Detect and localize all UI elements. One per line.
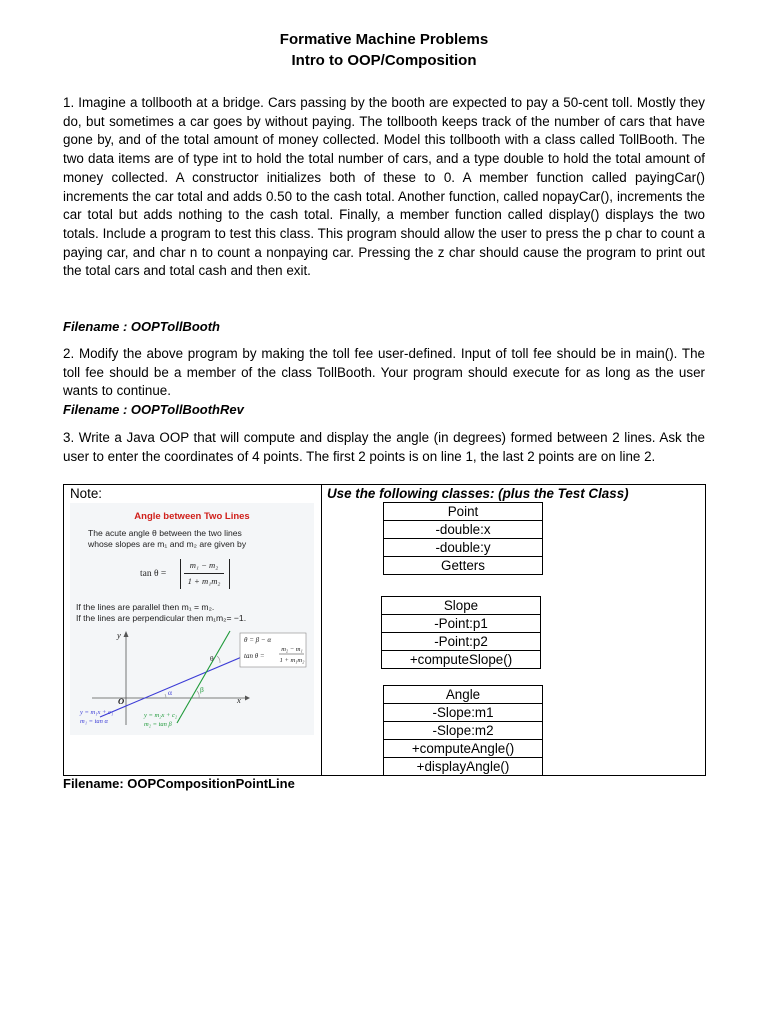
beta-label: β: [200, 685, 204, 694]
figure-perpendicular: If the lines are perpendicular then m₁m₂= −1.: [76, 613, 247, 623]
uml-member: -Slope:m2: [384, 722, 543, 740]
problem-2-text: 2. Modify the above program by making the toll fee user-defined. Input of toll fee should be in main(). The toll fee should be a member of the class TollBooth. Your program should execute for as long as the user wants to continue.: [63, 346, 705, 399]
uml-member: Getters: [384, 557, 543, 575]
box-tan-lhs: tan θ =: [244, 652, 265, 660]
page-title: Formative Machine Problems: [279, 31, 489, 48]
uml-angle-class: [383, 685, 543, 776]
y-axis-arrow: [124, 631, 129, 637]
alpha-label: α: [168, 688, 172, 697]
uml-member: -double:x: [384, 521, 543, 539]
page-subtitle: Intro to OOP/Composition: [291, 52, 477, 69]
box-denominator: 1 + m₁m₂: [279, 657, 305, 664]
formula-lhs: tan θ =: [140, 569, 167, 579]
uml-member: +computeSlope(): [382, 651, 541, 669]
box-numerator: m₂ − m₁: [281, 646, 303, 653]
x-axis-arrow: [245, 696, 250, 701]
formula-bar: [184, 573, 224, 574]
line-1-slope: m₁ = tan α: [80, 718, 108, 725]
formula-denominator: 1 + m₁m₂: [187, 576, 221, 586]
uml-slope-class: [381, 596, 541, 669]
line-2: [177, 631, 230, 723]
axis-x-label: x: [237, 695, 241, 705]
axis-y-label: y: [117, 630, 121, 640]
uml-member: -Point:p1: [382, 615, 541, 633]
uml-member: -Slope:m1: [384, 704, 543, 722]
problem-2-filename: Filename : OOPTollBoothRev: [63, 402, 244, 417]
uml-class-name: Point: [384, 503, 543, 521]
figure-intro-1: The acute angle θ between the two lines: [88, 528, 242, 538]
uml-class-name: Slope: [382, 597, 541, 615]
classes-title: Use the following classes: (plus the Test Class): [327, 486, 629, 501]
problem-1-filename: Filename : OOPTollBooth: [63, 319, 220, 334]
uml-member: -double:y: [384, 539, 543, 557]
note-label: Note:: [70, 486, 103, 501]
uml-member: -Point:p2: [382, 633, 541, 651]
line-2-equation: y = m₂x + c₂: [144, 712, 178, 719]
figure-intro-2: whose slopes are m₁ and m₂ are given by: [88, 539, 247, 549]
uml-point-class: [383, 502, 543, 575]
beta-arc: [197, 691, 199, 698]
uml-member: +computeAngle(): [384, 740, 543, 758]
uml-member: +displayAngle(): [384, 758, 543, 776]
formula-numerator: m₁ − m₂: [189, 560, 219, 570]
problem-3-filename: Filename: OOPCompositionPointLine: [63, 776, 295, 791]
theta-label: θ: [210, 654, 214, 663]
uml-class-name: Angle: [384, 686, 543, 704]
box-theta-def: θ = β − α: [244, 636, 272, 644]
origin-label: O: [118, 696, 125, 706]
problem-1-text: 1. Imagine a tollbooth at a bridge. Cars passing by the booth are expected to pay a 50-cent toll. Mostly they do, but sometimes a car goes by without paying. The tollbooth keeps track of the number of cars that have gone by, and of the total amount of money collected. Model this tollbooth with a class called TollBooth. The two data items are of type int to hold the total number of cars, and a type double to hold the total amount of money collected. A constructor initializes both of these to 0. A member function called payingCar() increments the car total and adds 0.50 to the cash total. Another function, called nopayCar(), increments the car total but adds nothing to the cash total. Finally, a member function called display() displays the two totals. Include a program to test this class. This program should allow the user to press the p char to count a paying car, and char n to count a nonpaying car. Pressing the z char should cause the program to print out the total cars and total cash and then exit.: [63, 95, 705, 279]
line-1-equation: y = m₁x + c₁: [80, 709, 114, 716]
figure-title: Angle between Two Lines: [134, 511, 250, 522]
theta-arc: [217, 656, 220, 663]
line-2-slope: m₂ = tan β: [144, 721, 172, 728]
angle-figure: [70, 503, 314, 735]
problem-3-text: 3. Write a Java OOP that will compute and display the angle (in degrees) formed between 2 lines. Ask the user to enter the coordinates of 4 points. The first 2 points is on line 1, the last 2 points are on line 2.: [63, 430, 705, 464]
alpha-arc: [165, 694, 166, 698]
figure-parallel: If the lines are parallel then m₁ = m₂.: [76, 602, 215, 612]
